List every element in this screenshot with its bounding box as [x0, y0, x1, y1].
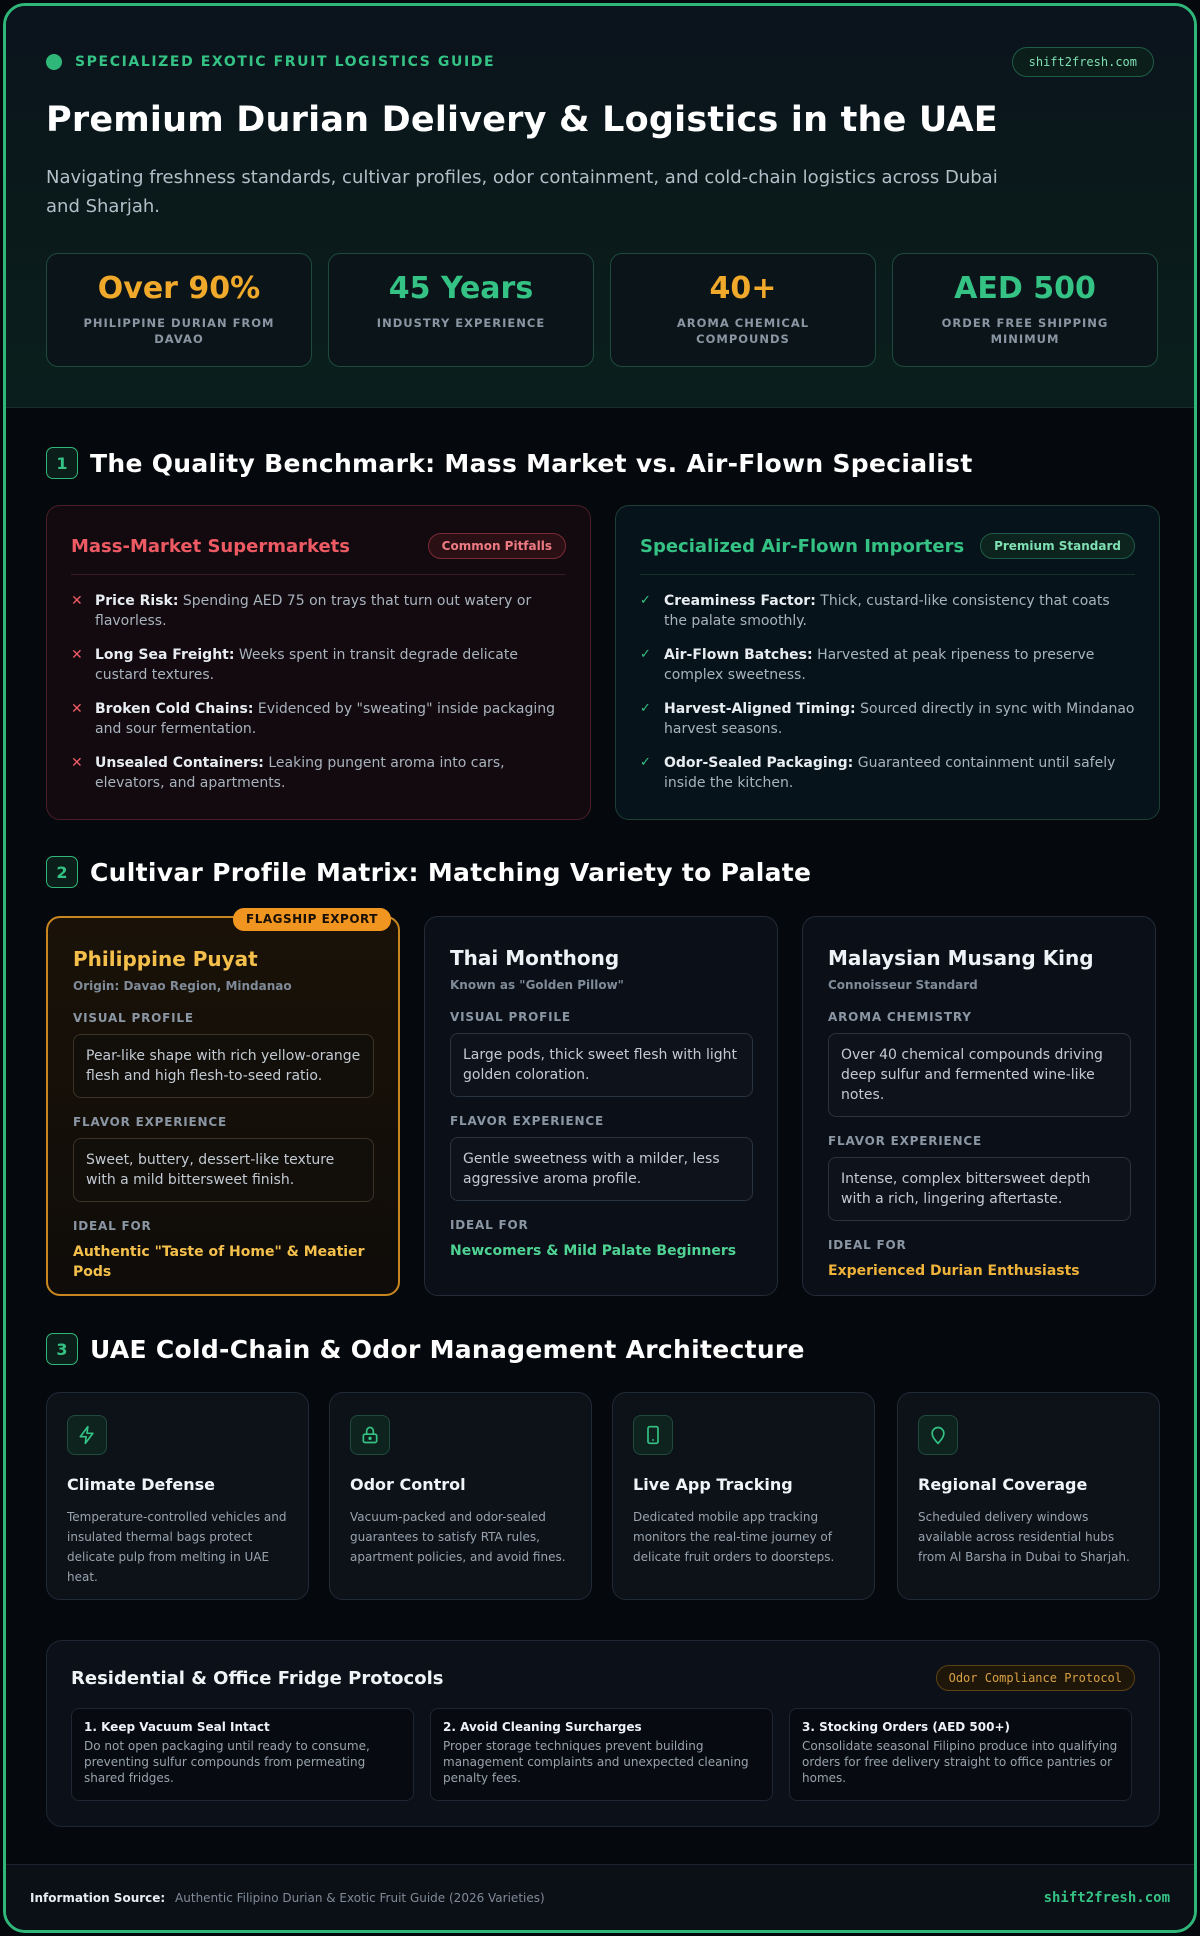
stat-card-philippine-share [46, 253, 312, 367]
ideal-for-text: Authentic "Taste of Home" & Meatier Pods [73, 1244, 365, 1280]
cross-icon: ✕ [71, 701, 83, 717]
section-title: The Quality Benchmark: Mass Market vs. Air-Flown Specialist [90, 448, 973, 478]
cultivar-card-musang-king [802, 916, 1156, 1296]
page-title: Premium Durian Delivery & Logistics in the UAE [46, 100, 998, 140]
item-lead: Air-Flown Batches: [664, 647, 813, 663]
ideal-for-text: Newcomers & Mild Palate Beginners [450, 1243, 737, 1259]
item-text: Weeks spent in transit degrade delicate custard textures. [95, 647, 518, 683]
lock-icon [350, 1415, 390, 1455]
caption: IDEAL FOR [450, 1218, 529, 1232]
protocol-columns [71, 1708, 1135, 1801]
stat-label: AROMA CHEMICAL COMPOUNDS [676, 316, 810, 346]
panel-header [71, 1665, 1135, 1691]
air-flown-card [615, 505, 1160, 820]
cultivar-name: Malaysian Musang King [828, 946, 1094, 970]
cultivar-origin: Connoisseur Standard [828, 978, 978, 992]
divider [640, 574, 1135, 575]
protocol-item [430, 1708, 773, 1801]
protocol-title: 3. Stocking Orders (AED 500+) [802, 1720, 1011, 1734]
compliance-badge: Odor Compliance Protocol [936, 1665, 1135, 1691]
page-frame [3, 3, 1197, 1933]
lightning-icon [67, 1415, 107, 1455]
feature-text: Scheduled delivery windows available across residential hubs from Al Barsha in Dubai to Sharjah. [918, 1510, 1130, 1564]
pitfall-list [71, 591, 566, 793]
pitfalls-badge: Common Pitfalls [428, 533, 566, 559]
hero-header [6, 6, 1194, 408]
item-lead: Harvest-Aligned Timing: [664, 701, 856, 717]
item-lead: Broken Cold Chains: [95, 701, 254, 717]
cultivar-card-puyat [46, 912, 400, 1296]
stat-card-compounds [610, 253, 876, 367]
section-1-heading [46, 447, 973, 479]
caption: VISUAL PROFILE [73, 1011, 194, 1025]
feature-text: Dedicated mobile app tracking monitors the real-time journey of delicate fruit orders to doorsteps. [633, 1510, 835, 1564]
item-text: Leaking pungent aroma into cars, elevators, and apartments. [95, 755, 505, 791]
footer [6, 1864, 1194, 1930]
cultivar-name: Philippine Puyat [73, 947, 258, 971]
profile-box: Pear-like shape with rich yellow-orange flesh and high flesh-to-seed ratio. [73, 1034, 374, 1098]
ideal-for-text: Experienced Durian Enthusiasts [828, 1263, 1080, 1279]
map-pin-icon [918, 1415, 958, 1455]
kicker-text: SPECIALIZED EXOTIC FRUIT LOGISTICS GUIDE [75, 54, 496, 70]
section-title: UAE Cold-Chain & Odor Management Architecture [90, 1334, 805, 1364]
fridge-protocols-panel [46, 1640, 1160, 1827]
item-text: Harvested at peak ripeness to preserve complex sweetness. [664, 647, 1095, 683]
section-3-heading [46, 1333, 805, 1365]
check-icon: ✓ [640, 647, 651, 662]
protocol-title: 1. Keep Vacuum Seal Intact [84, 1720, 270, 1734]
protocol-item [789, 1708, 1132, 1801]
item-text: Spending AED 75 on trays that turn out watery or flavorless. [95, 593, 532, 629]
stat-card-free-shipping [892, 253, 1158, 367]
feature-card-coverage [897, 1392, 1160, 1600]
card-title: Specialized Air-Flown Importers [640, 535, 965, 557]
caption: IDEAL FOR [828, 1238, 907, 1252]
check-icon: ✓ [640, 593, 651, 608]
list-item [640, 591, 1135, 631]
domain-link[interactable]: shift2fresh.com [1012, 47, 1154, 77]
flavor-box: Intense, complex bittersweet depth with a rich, lingering aftertaste. [828, 1157, 1131, 1221]
protocol-text: Consolidate seasonal Filipino produce into qualifying orders for free delivery straight to office pantries or homes. [802, 1739, 1118, 1785]
kicker [46, 54, 495, 70]
list-item [71, 699, 566, 739]
feature-title: Climate Defense [67, 1475, 215, 1494]
divider [71, 574, 566, 575]
feature-text: Temperature-controlled vehicles and insulated thermal bags protect delicate pulp from melting in UAE heat. [67, 1510, 287, 1584]
panel-title: Residential & Office Fridge Protocols [71, 1667, 444, 1689]
caption: FLAVOR EXPERIENCE [450, 1114, 605, 1128]
cross-icon: ✕ [71, 755, 83, 771]
cultivar-card-monthong [424, 916, 778, 1296]
status-dot-icon [46, 54, 62, 70]
list-item [71, 645, 566, 685]
item-lead: Odor-Sealed Packaging: [664, 755, 854, 771]
stat-value: 45 Years [388, 271, 534, 306]
item-lead: Long Sea Freight: [95, 647, 235, 663]
caption: FLAVOR EXPERIENCE [828, 1134, 983, 1148]
flavor-box: Gentle sweetness with a milder, less aggressive aroma profile. [450, 1137, 753, 1201]
section-2-heading [46, 856, 811, 888]
card-header [71, 532, 566, 560]
caption: AROMA CHEMISTRY [828, 1010, 972, 1024]
cultivar-origin: Known as "Golden Pillow" [450, 978, 624, 992]
caption: FLAVOR EXPERIENCE [73, 1115, 228, 1129]
stat-value: AED 500 [954, 271, 1096, 306]
cultivar-origin: Origin: Davao Region, Mindanao [73, 979, 292, 993]
section-title: Cultivar Profile Matrix: Matching Variety to Palate [90, 857, 812, 887]
caption: VISUAL PROFILE [450, 1010, 571, 1024]
protocol-text: Do not open packaging until ready to consume, preventing sulfur compounds from permeating shared fridges. [84, 1739, 370, 1785]
check-icon: ✓ [640, 755, 651, 770]
smartphone-icon [633, 1415, 673, 1455]
standard-list [640, 591, 1135, 793]
item-text: Sourced directly in sync with Mindanao harvest seasons. [664, 701, 1135, 737]
footer-brand-link[interactable]: shift2fresh.com [1043, 1889, 1170, 1906]
item-text: Evidenced by "sweating" inside packaging and sour fermentation. [95, 701, 555, 737]
section-number: 2 [46, 856, 78, 888]
stat-label: ORDER FREE SHIPPING MINIMUM [941, 316, 1109, 346]
protocol-text: Proper storage techniques prevent building management complaints and unexpected cleaning penalty fees. [443, 1739, 749, 1785]
flavor-box: Sweet, buttery, dessert-like texture with a mild bittersweet finish. [73, 1138, 374, 1202]
mass-market-card [46, 505, 591, 820]
profile-box: Large pods, thick sweet flesh with light golden coloration. [450, 1033, 753, 1097]
feature-card-odor [329, 1392, 592, 1600]
item-lead: Price Risk: [95, 593, 179, 609]
section-number: 1 [46, 447, 78, 479]
caption: IDEAL FOR [73, 1219, 152, 1233]
source-credit [30, 1891, 545, 1905]
stat-label: INDUSTRY EXPERIENCE [376, 316, 546, 330]
list-item [71, 753, 566, 793]
item-lead: Creaminess Factor: [664, 593, 816, 609]
source-label: Information Source: [30, 1890, 166, 1905]
feature-title: Live App Tracking [633, 1475, 793, 1494]
list-item [640, 699, 1135, 739]
list-item [71, 591, 566, 631]
cross-icon: ✕ [71, 593, 83, 609]
cultivar-name: Thai Monthong [450, 946, 620, 970]
list-item [640, 753, 1135, 793]
premium-badge: Premium Standard [980, 533, 1135, 559]
feature-title: Odor Control [350, 1475, 466, 1494]
item-text: Thick, custard-like consistency that coats the palate smoothly. [664, 593, 1110, 629]
page-subtitle: Navigating freshness standards, cultivar profiles, odor containment, and cold-chain logistics across Dubai and Sharjah. [46, 167, 998, 217]
item-text: Guaranteed containment until safely inside the kitchen. [664, 755, 1116, 791]
feature-text: Vacuum-packed and odor-sealed guarantees to satisfy RTA rules, apartment policies, and avoid fines. [350, 1510, 566, 1564]
cross-icon: ✕ [71, 647, 83, 663]
profile-box: Over 40 chemical compounds driving deep sulfur and fermented wine-like notes. [828, 1033, 1131, 1117]
feature-card-tracking [612, 1392, 875, 1600]
stat-value: Over 90% [97, 271, 261, 306]
feature-card-climate [46, 1392, 309, 1600]
check-icon: ✓ [640, 701, 651, 716]
stats-row [46, 253, 1158, 367]
card-title: Mass-Market Supermarkets [71, 535, 350, 557]
stat-card-experience [328, 253, 594, 367]
card-header [640, 532, 1135, 560]
list-item [640, 645, 1135, 685]
feature-title: Regional Coverage [918, 1475, 1088, 1494]
stat-value: 40+ [709, 271, 777, 306]
protocol-title: 2. Avoid Cleaning Surcharges [443, 1720, 642, 1734]
section-number: 3 [46, 1333, 78, 1365]
source-text: Authentic Filipino Durian & Exotic Fruit Guide (2026 Varieties) [175, 1890, 545, 1905]
stat-label: PHILIPPINE DURIAN FROM DAVAO [83, 316, 275, 346]
protocol-item [71, 1708, 414, 1801]
flagship-badge: FLAGSHIP EXPORT [233, 908, 391, 931]
item-lead: Unsealed Containers: [95, 755, 264, 771]
